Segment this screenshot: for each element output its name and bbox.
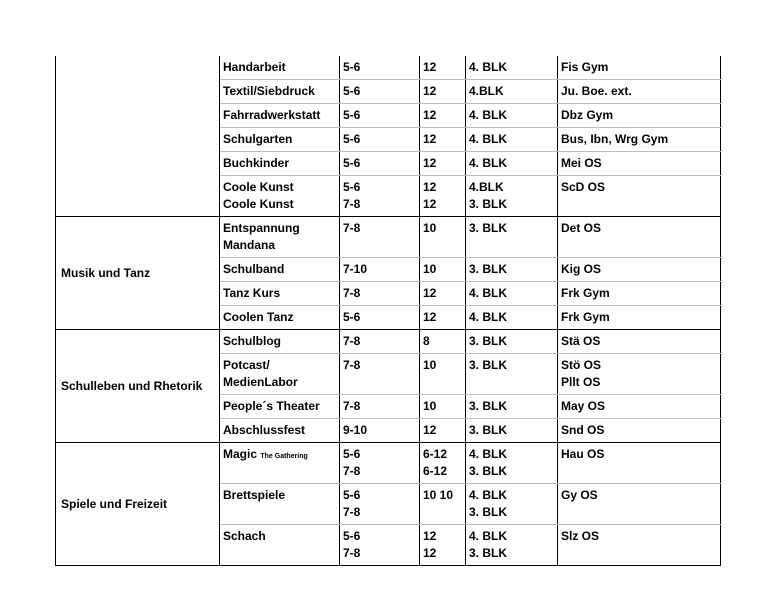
block-cell: 3. BLK: [466, 419, 558, 443]
teacher-cell: Frk Gym: [558, 282, 721, 306]
teacher-cell: Frk Gym: [558, 306, 721, 330]
course-cell: [220, 443, 340, 484]
teacher-cell: Stä OS: [558, 330, 721, 354]
teacher-cell: Bus, Ibn, Wrg Gym: [558, 128, 721, 152]
course-cell: Buchkinder: [220, 152, 340, 176]
group-size-cell: 12: [420, 80, 466, 104]
group-size-cell: 12: [420, 306, 466, 330]
course-cell: Textil/Siebdruck: [220, 80, 340, 104]
teacher-cell: Stö OS Pllt OS: [558, 354, 721, 395]
group-size-cell: 12: [420, 152, 466, 176]
grade-cell: 7-8: [340, 217, 420, 258]
course-cell: Schulband: [220, 258, 340, 282]
grade-cell: 5-6: [340, 152, 420, 176]
block-cell: 4.BLK: [466, 80, 558, 104]
teacher-cell: Fis Gym: [558, 56, 721, 80]
group-size-cell: 10: [420, 258, 466, 282]
block-cell: 4.BLK 3. BLK: [466, 176, 558, 217]
grade-cell: 5-6: [340, 128, 420, 152]
grade-cell: 7-10: [340, 258, 420, 282]
teacher-cell: May OS: [558, 395, 721, 419]
teacher-cell: Dbz Gym: [558, 104, 721, 128]
block-cell: 4. BLK: [466, 152, 558, 176]
grade-cell: 7-8: [340, 354, 420, 395]
course-cell: Entspannung Mandana: [220, 217, 340, 258]
category-cell: Spiele und Freizeit: [56, 443, 220, 566]
block-cell: 3. BLK: [466, 354, 558, 395]
teacher-cell: Ju. Boe. ext.: [558, 80, 721, 104]
block-cell: 3. BLK: [466, 330, 558, 354]
course-cell: Coole Kunst Coole Kunst: [220, 176, 340, 217]
course-cell: Abschlussfest: [220, 419, 340, 443]
group-size-cell: 10 10: [420, 484, 466, 525]
group-size-cell: 6-12 6-12: [420, 443, 466, 484]
group-size-cell: 12: [420, 56, 466, 80]
grade-cell: 5-6 7-8: [340, 176, 420, 217]
grade-cell: 7-8: [340, 330, 420, 354]
group-size-cell: 12: [420, 419, 466, 443]
block-cell: 4. BLK: [466, 56, 558, 80]
group-size-cell: 10: [420, 217, 466, 258]
block-cell: 4. BLK 3. BLK: [466, 525, 558, 566]
course-cell: Brettspiele: [220, 484, 340, 525]
teacher-cell: Det OS: [558, 217, 721, 258]
course-cell: People´s Theater: [220, 395, 340, 419]
course-cell: Fahrradwerkstatt: [220, 104, 340, 128]
teacher-cell: Slz OS: [558, 525, 721, 566]
grade-cell: 5-6: [340, 306, 420, 330]
table-row: [56, 56, 721, 80]
group-size-cell: 12: [420, 282, 466, 306]
group-size-cell: 12 12: [420, 176, 466, 217]
block-cell: 4. BLK: [466, 306, 558, 330]
course-cell: Schulblog: [220, 330, 340, 354]
group-size-cell: 10: [420, 395, 466, 419]
course-table: [55, 56, 721, 566]
block-cell: 4. BLK: [466, 104, 558, 128]
block-cell: 3. BLK: [466, 395, 558, 419]
teacher-cell: Snd OS: [558, 419, 721, 443]
course-suffix: The Gathering: [260, 453, 308, 460]
group-size-cell: 12 12: [420, 525, 466, 566]
grade-cell: 5-6 7-8: [340, 443, 420, 484]
block-cell: 4. BLK 3. BLK: [466, 484, 558, 525]
teacher-cell: Mei OS: [558, 152, 721, 176]
grade-cell: 7-8: [340, 395, 420, 419]
grade-cell: 5-6: [340, 80, 420, 104]
table-row: [56, 330, 721, 354]
group-size-cell: 12: [420, 104, 466, 128]
group-size-cell: 10: [420, 354, 466, 395]
block-cell: 3. BLK: [466, 258, 558, 282]
grade-cell: 5-6 7-8: [340, 525, 420, 566]
teacher-cell: ScD OS: [558, 176, 721, 217]
group-size-cell: 12: [420, 128, 466, 152]
group-size-cell: 8: [420, 330, 466, 354]
course-cell: Coolen Tanz: [220, 306, 340, 330]
teacher-cell: Kig OS: [558, 258, 721, 282]
teacher-cell: Gy OS: [558, 484, 721, 525]
table-row: [56, 443, 721, 484]
grade-cell: 5-6 7-8: [340, 484, 420, 525]
block-cell: 4. BLK: [466, 282, 558, 306]
grade-cell: 7-8: [340, 282, 420, 306]
course-cell: Handarbeit: [220, 56, 340, 80]
course-name: Magic: [223, 447, 258, 461]
grade-cell: 5-6: [340, 104, 420, 128]
category-cell: Schulleben und Rhetorik: [56, 330, 220, 443]
category-cell: Musik und Tanz: [56, 217, 220, 330]
block-cell: 4. BLK 3. BLK: [466, 443, 558, 484]
table-row: [56, 217, 721, 258]
course-cell: Schulgarten: [220, 128, 340, 152]
course-cell: Schach: [220, 525, 340, 566]
grade-cell: 9-10: [340, 419, 420, 443]
block-cell: 3. BLK: [466, 217, 558, 258]
category-cell: [56, 56, 220, 217]
block-cell: 4. BLK: [466, 128, 558, 152]
course-cell: Potcast/ MedienLabor: [220, 354, 340, 395]
course-cell: Tanz Kurs: [220, 282, 340, 306]
teacher-cell: Hau OS: [558, 443, 721, 484]
grade-cell: 5-6: [340, 56, 420, 80]
